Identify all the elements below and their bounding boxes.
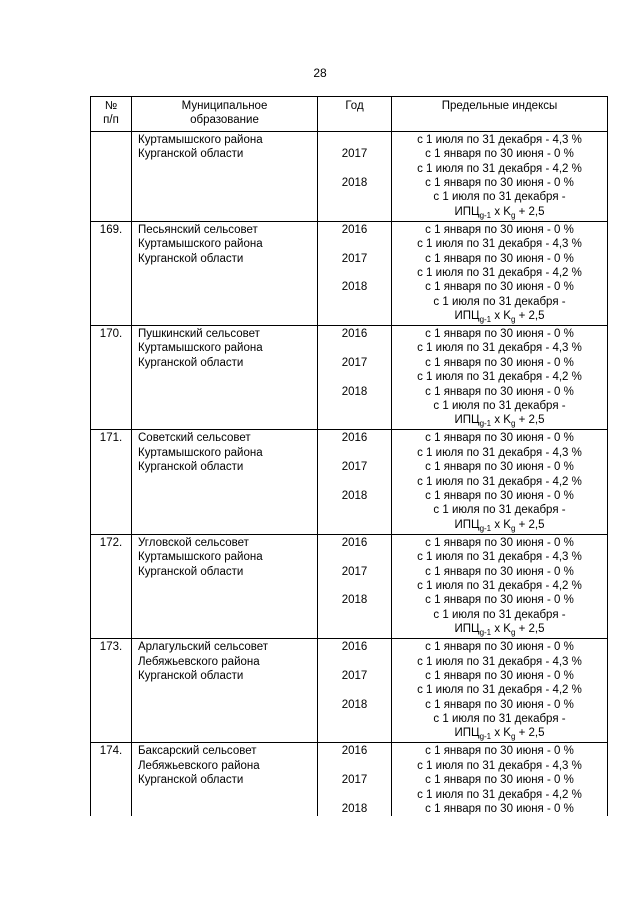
- row-number: 173.: [91, 639, 132, 743]
- row-municipality: Песьянский сельсовет Куртамышского района Курганской области: [132, 221, 318, 325]
- table-row: [91, 326, 608, 430]
- row-number: 174.: [91, 743, 132, 816]
- ipc-formula: $ИПЦ_{g-1}$ x $K_g + 2,5$: [454, 205, 545, 220]
- row-years: 2016 2017 2018: [318, 534, 392, 638]
- table-row: [91, 743, 608, 816]
- row-number: 169.: [91, 221, 132, 325]
- row-years: 2016 2017 2018: [318, 430, 392, 534]
- table-row: [91, 430, 608, 534]
- tariff-index-table: [90, 96, 608, 816]
- row-indices: с 1 января по 30 июня - 0 % с 1 июля по 31 декабря - 4,3 % с 1 января по 30 июня - 0 % с 1 июля по 31 декабря - 4,2 % с 1 января по 30 июня - 0 % с 1 июля по 31 декабря - $ИПЦ_{g-1}$ x $K_g + 2,5$: [392, 534, 608, 638]
- row-years: 2016 2017 2018: [318, 326, 392, 430]
- row-municipality: Угловской сельсовет Куртамышского района Курганской области: [132, 534, 318, 638]
- row-indices: с 1 января по 30 июня - 0 % с 1 июля по 31 декабря - 4,3 % с 1 января по 30 июня - 0 % с 1 июля по 31 декабря - 4,2 % с 1 января по 30 июня - 0 % с 1 июля по 31 декабря - $ИПЦ_{g-1}$ x $K_g + 2,5$: [392, 326, 608, 430]
- row-indices: с 1 января по 30 июня - 0 % с 1 июля по 31 декабря - 4,3 % с 1 января по 30 июня - 0 % с 1 июля по 31 декабря - 4,2 % с 1 января по 30 июня - 0 % с 1 июля по 31 декабря - $ИПЦ_{g-1}$ x $K_g + 2,5$: [392, 430, 608, 534]
- row-indices: с 1 января по 30 июня - 0 % с 1 июля по 31 декабря - 4,3 % с 1 января по 30 июня - 0 % с 1 июля по 31 декабря - 4,2 % с 1 января по 30 июня - 0 % с 1 июля по 31 декабря - $ИПЦ_{g-1}$ x $K_g + 2,5$: [392, 639, 608, 743]
- ipc-formula: $ИПЦ_{g-1}$ x $K_g + 2,5$: [454, 310, 545, 325]
- row-municipality: Арлагульский сельсовет Лебяжьевского района Курганской области: [132, 639, 318, 743]
- row-municipality: Пушкинский сельсовет Куртамышского района Курганской области: [132, 326, 318, 430]
- page-number: 28: [313, 66, 327, 80]
- row-municipality: Куртамышского района Курганской области: [132, 131, 318, 221]
- row-municipality: Баксарский сельсовет Лебяжьевского района Курганской области: [132, 743, 318, 816]
- row-years: 2016 2017 2018: [318, 639, 392, 743]
- row-indices: с 1 января по 30 июня - 0 % с 1 июля по 31 декабря - 4,3 % с 1 января по 30 июня - 0 % с 1 июля по 31 декабря - 4,2 % с 1 января по 30 июня - 0 % с 1 июля по 31 декабря - $ИПЦ_{g-1}$ x $K_g + 2,5$: [392, 221, 608, 325]
- table-row: [91, 534, 608, 638]
- row-number: 172.: [91, 534, 132, 638]
- table-row: [91, 131, 608, 221]
- table-row: [91, 221, 608, 325]
- row-indices: с 1 июля по 31 декабря - 4,3 % с 1 января по 30 июня - 0 % с 1 июля по 31 декабря - 4,2 % с 1 января по 30 июня - 0 % с 1 июля по 31 декабря - $ИПЦ_{g-1}$ x $K_g + 2,5$: [392, 131, 608, 221]
- ipc-formula: $ИПЦ_{g-1}$ x $K_g + 2,5$: [454, 727, 545, 742]
- table-header-row: [91, 97, 608, 132]
- header-year: Год: [318, 97, 392, 132]
- row-years: 2017 2018: [318, 131, 392, 221]
- row-number: [91, 131, 132, 221]
- row-years: 2016 2017 2018: [318, 743, 392, 816]
- header-index: Предельные индексы: [392, 97, 608, 132]
- row-number: 171.: [91, 430, 132, 534]
- header-municipality: Муниципальное образование: [132, 97, 318, 132]
- table-row: [91, 639, 608, 743]
- row-years: 2016 2017 2018: [318, 221, 392, 325]
- ipc-formula: $ИПЦ_{g-1}$ x $K_g + 2,5$: [454, 414, 545, 429]
- row-municipality: Советский сельсовет Куртамышского района Курганской области: [132, 430, 318, 534]
- header-number: № п/п: [91, 97, 132, 132]
- ipc-formula: $ИПЦ_{g-1}$ x $K_g + 2,5$: [454, 623, 545, 638]
- row-number: 170.: [91, 326, 132, 430]
- ipc-formula: $ИПЦ_{g-1}$ x $K_g + 2,5$: [454, 518, 545, 533]
- row-indices: с 1 января по 30 июня - 0 % с 1 июля по 31 декабря - 4,3 % с 1 января по 30 июня - 0 % с 1 июля по 31 декабря - 4,2 % с 1 января по 30 июня - 0 %: [392, 743, 608, 816]
